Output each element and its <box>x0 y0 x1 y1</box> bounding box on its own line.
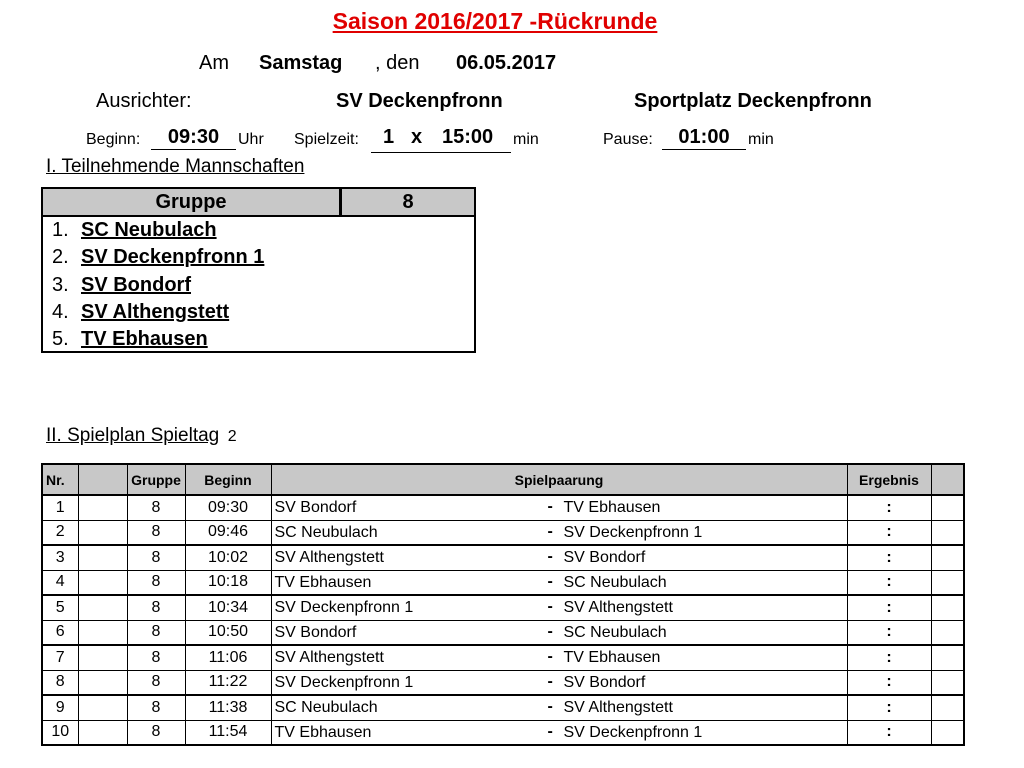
schedule-table <box>41 463 965 746</box>
match-dash: - <box>547 598 553 615</box>
row-empty-right <box>931 495 964 520</box>
table-row <box>42 645 964 670</box>
row-empty-right <box>931 695 964 720</box>
venue-value: Sportplatz Deckenpfronn <box>634 90 872 112</box>
matchday-value: 2 <box>227 428 237 445</box>
row-nr: 7 <box>42 645 78 670</box>
table-row <box>42 595 964 620</box>
result-field[interactable]: : <box>847 720 931 745</box>
match-dash: - <box>547 648 553 665</box>
result-field[interactable]: : <box>847 645 931 670</box>
row-beginn: 10:50 <box>185 620 271 645</box>
match-dash: - <box>547 548 553 565</box>
result-field[interactable]: : <box>847 670 931 695</box>
row-empty-right <box>931 645 964 670</box>
row-nr: 6 <box>42 620 78 645</box>
row-empty <box>78 545 127 570</box>
team-name: TV Ebhausen <box>81 328 208 350</box>
times-sign: x <box>411 126 423 148</box>
result-field[interactable]: : <box>847 620 931 645</box>
col-gruppe: Gruppe <box>127 464 185 495</box>
away-team: SV Bondorf <box>563 673 646 691</box>
row-match <box>271 620 847 645</box>
group-number: 8 <box>402 191 414 213</box>
team-name: SV Bondorf <box>81 274 191 296</box>
home-team: SC Neubulach <box>274 523 378 541</box>
row-gruppe: 8 <box>127 570 185 595</box>
row-match <box>271 695 847 720</box>
table-row <box>42 695 964 720</box>
home-team: SC Neubulach <box>274 699 378 716</box>
col-empty-right <box>931 464 964 495</box>
home-team: SV Althengstett <box>274 549 384 566</box>
row-empty <box>78 695 127 720</box>
row-nr: 9 <box>42 695 78 720</box>
row-beginn: 11:54 <box>185 720 271 745</box>
home-team: SV Deckenpfronn 1 <box>274 673 414 691</box>
team-name: SC Neubulach <box>81 219 217 241</box>
row-empty-right <box>931 595 964 620</box>
row-beginn: 11:22 <box>185 670 271 695</box>
team-item <box>52 326 208 353</box>
match-dash: - <box>547 572 553 590</box>
row-nr: 2 <box>42 520 78 545</box>
row-nr: 4 <box>42 570 78 595</box>
row-gruppe: 8 <box>127 645 185 670</box>
row-nr: 5 <box>42 595 78 620</box>
start-unit: Uhr <box>238 131 264 148</box>
group-label: Gruppe <box>155 191 227 213</box>
pause-value: 01:00 <box>662 126 746 150</box>
match-dash: - <box>547 498 553 515</box>
row-empty-right <box>931 570 964 595</box>
row-match <box>271 520 847 545</box>
table-row <box>42 670 964 695</box>
row-gruppe: 8 <box>127 695 185 720</box>
row-gruppe: 8 <box>127 520 185 545</box>
table-row <box>42 620 964 645</box>
col-ergebnis: Ergebnis <box>847 464 931 495</box>
teams-box <box>41 187 476 353</box>
away-team: SV Bondorf <box>563 549 646 566</box>
result-field[interactable]: : <box>847 595 931 620</box>
match-dash: - <box>547 698 553 715</box>
row-empty <box>78 595 127 620</box>
row-empty-right <box>931 670 964 695</box>
row-beginn: 09:30 <box>185 495 271 520</box>
home-team: TV Ebhausen <box>274 573 372 591</box>
row-nr: 1 <box>42 495 78 520</box>
team-item <box>52 299 229 326</box>
row-empty <box>78 520 127 545</box>
away-team: SV Deckenpfronn 1 <box>563 723 703 741</box>
table-header-row <box>42 464 964 495</box>
table-row <box>42 570 964 595</box>
match-dash: - <box>547 522 553 540</box>
result-field[interactable]: : <box>847 520 931 545</box>
page-title: Saison 2016/2017 -Rückrunde <box>332 8 658 34</box>
row-match <box>271 720 847 745</box>
col-beginn: Beginn <box>185 464 271 495</box>
row-empty <box>78 670 127 695</box>
away-team: SV Althengstett <box>563 699 673 716</box>
row-beginn: 10:34 <box>185 595 271 620</box>
row-empty <box>78 620 127 645</box>
match-dash: - <box>547 722 553 740</box>
team-nr: 5. <box>52 328 69 350</box>
row-gruppe: 8 <box>127 720 185 745</box>
row-empty-right <box>931 620 964 645</box>
row-beginn: 11:38 <box>185 695 271 720</box>
day-value: Samstag <box>259 52 343 74</box>
team-nr: 2. <box>52 246 69 268</box>
table-row <box>42 545 964 570</box>
row-beginn: 10:02 <box>185 545 271 570</box>
playtime-label: Spielzeit: <box>294 131 359 148</box>
away-team: TV Ebhausen <box>563 499 661 516</box>
row-match <box>271 595 847 620</box>
row-empty <box>78 495 127 520</box>
row-nr: 10 <box>42 720 78 745</box>
home-team: TV Ebhausen <box>274 723 372 741</box>
row-beginn: 10:18 <box>185 570 271 595</box>
schedule-heading: II. Spielplan Spieltag <box>46 425 220 446</box>
date-value: 06.05.2017 <box>456 52 557 74</box>
away-team: SV Deckenpfronn 1 <box>563 523 703 541</box>
col-spielpaarung: Spielpaarung <box>271 464 847 495</box>
team-nr: 1. <box>52 219 69 241</box>
pause-unit: min <box>748 131 774 148</box>
result-field[interactable]: : <box>847 695 931 720</box>
row-match <box>271 570 847 595</box>
match-dash: - <box>547 622 553 640</box>
team-name: SV Deckenpfronn 1 <box>81 246 265 268</box>
half-length-value: 15:00 <box>442 126 494 148</box>
home-team: SV Deckenpfronn 1 <box>274 599 414 616</box>
start-time: 09:30 <box>151 126 236 150</box>
row-match <box>271 670 847 695</box>
result-field[interactable]: : <box>847 545 931 570</box>
row-empty <box>78 645 127 670</box>
row-empty <box>78 720 127 745</box>
match-dash: - <box>547 672 553 690</box>
host-label: Ausrichter: <box>96 90 192 112</box>
row-match <box>271 495 847 520</box>
row-empty <box>78 570 127 595</box>
table-row <box>42 520 964 545</box>
col-nr: Nr. <box>42 464 78 495</box>
team-name: SV Althengstett <box>81 301 230 323</box>
host-value: SV Deckenpfronn <box>336 90 503 112</box>
row-match <box>271 645 847 670</box>
row-gruppe: 8 <box>127 495 185 520</box>
playtime-unit: min <box>513 131 539 148</box>
away-team: SC Neubulach <box>563 573 667 591</box>
row-gruppe: 8 <box>127 545 185 570</box>
col-empty <box>78 464 127 495</box>
row-empty-right <box>931 520 964 545</box>
result-field[interactable]: : <box>847 495 931 520</box>
team-nr: 3. <box>52 274 69 296</box>
am-label: Am <box>199 52 229 74</box>
row-nr: 3 <box>42 545 78 570</box>
team-item <box>52 244 264 271</box>
teams-header <box>43 189 474 217</box>
row-beginn: 09:46 <box>185 520 271 545</box>
playtime-field <box>371 126 511 153</box>
row-match <box>271 545 847 570</box>
row-gruppe: 8 <box>127 620 185 645</box>
halves-value: 1 <box>383 126 395 148</box>
team-nr: 4. <box>52 301 69 323</box>
table-row <box>42 720 964 745</box>
home-team: SV Bondorf <box>274 623 357 641</box>
away-team: SC Neubulach <box>563 623 667 641</box>
row-gruppe: 8 <box>127 670 185 695</box>
row-empty-right <box>931 545 964 570</box>
team-item <box>52 272 191 299</box>
home-team: SV Althengstett <box>274 649 384 666</box>
start-label: Beginn: <box>86 131 141 148</box>
result-field[interactable]: : <box>847 570 931 595</box>
home-team: SV Bondorf <box>274 499 357 516</box>
away-team: TV Ebhausen <box>563 649 661 666</box>
away-team: SV Althengstett <box>563 599 673 616</box>
den-label: , den <box>375 52 420 74</box>
team-item <box>52 217 217 244</box>
row-beginn: 11:06 <box>185 645 271 670</box>
pause-label: Pause: <box>603 131 653 148</box>
table-row <box>42 495 964 520</box>
teams-heading: I. Teilnehmende Mannschaften <box>46 156 305 177</box>
schedule-heading-line <box>46 425 237 447</box>
row-empty-right <box>931 720 964 745</box>
row-nr: 8 <box>42 670 78 695</box>
row-gruppe: 8 <box>127 595 185 620</box>
